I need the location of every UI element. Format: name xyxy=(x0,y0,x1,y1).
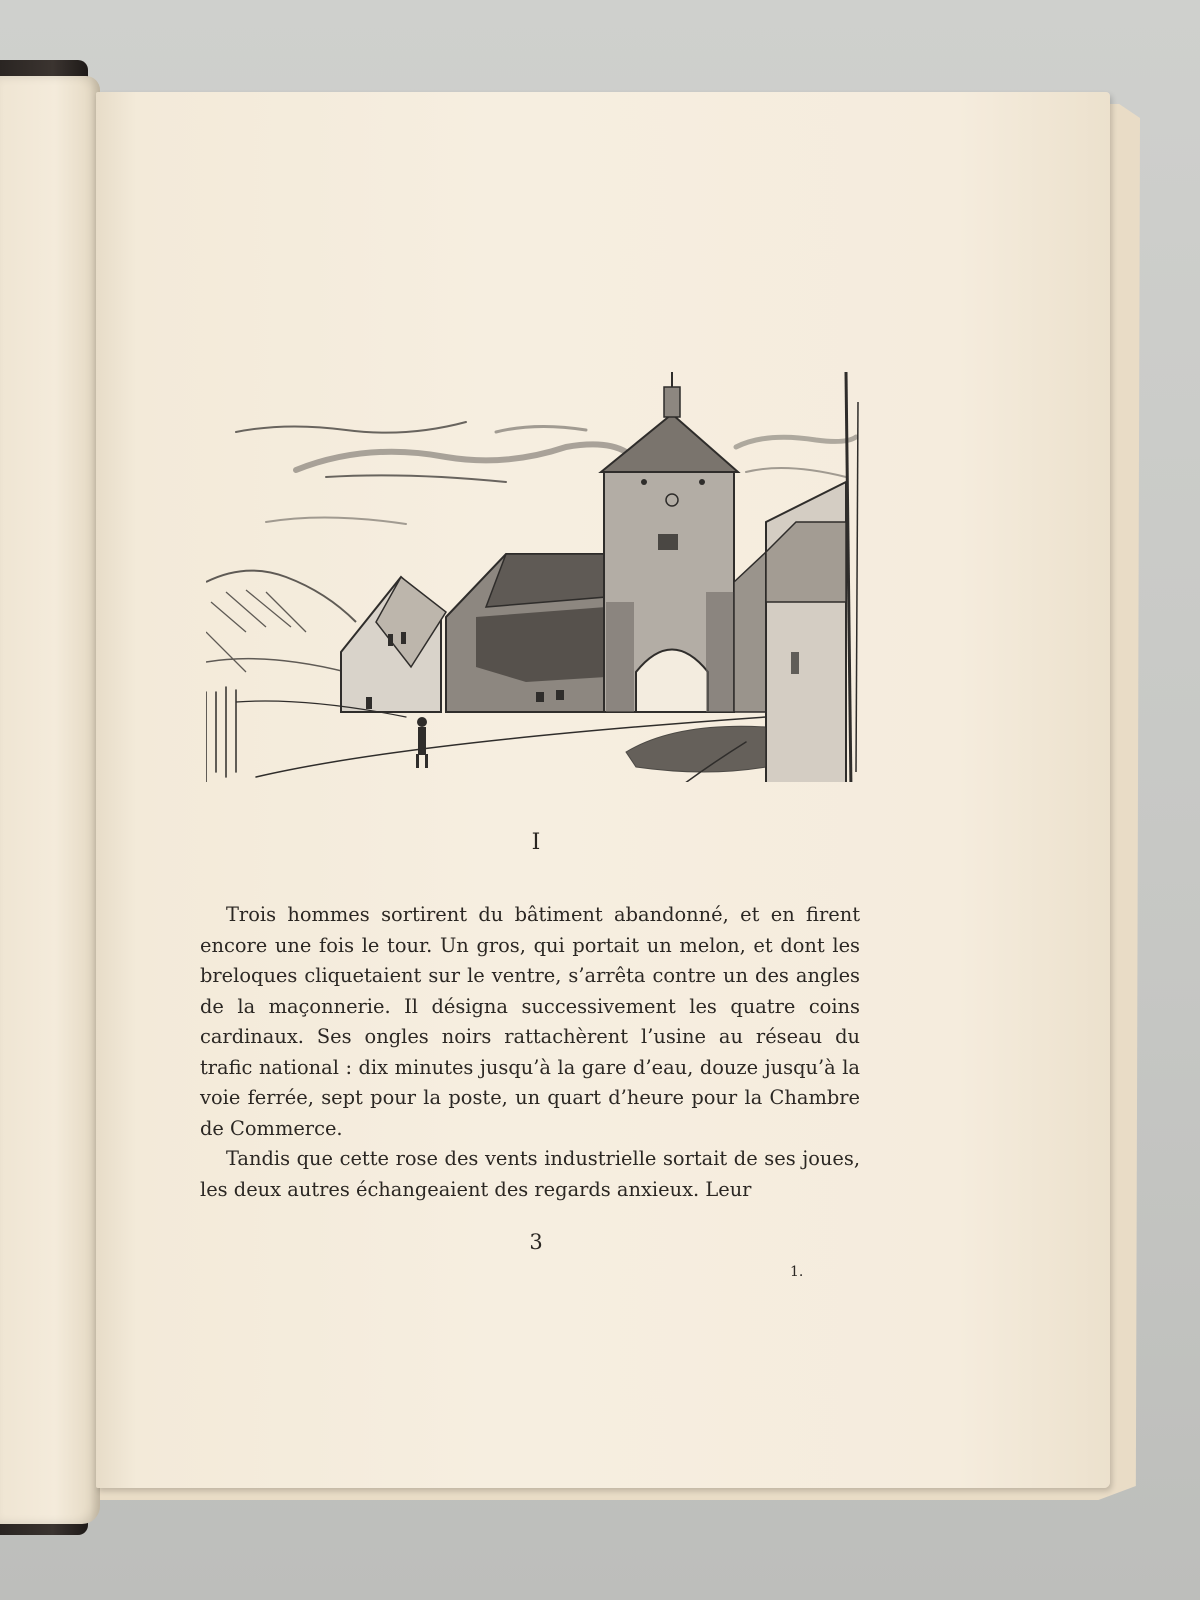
paragraph: Tandis que cette rose des vents industrielle sortait de ses joues, les deux autres échangeaient des regards anxieux. Leur xyxy=(200,1147,860,1201)
town-gate-illustration xyxy=(206,272,866,782)
walking-figure xyxy=(416,717,428,768)
left-house xyxy=(341,577,446,712)
page-number: 3 xyxy=(529,1230,543,1254)
left-page-edge xyxy=(0,76,100,1524)
chapter-number: I xyxy=(531,830,541,855)
hillside xyxy=(206,571,356,672)
right-buildings xyxy=(734,372,858,782)
middle-building xyxy=(446,554,606,712)
sky-clouds xyxy=(236,422,856,524)
paragraph: Trois hommes sortirent du bâtiment abandonné, et en firent encore une fois le tour. Un gros, qui portait un melon, et dont les breloques cliquetaient sur le ventre, s’arrêta contre un des angles de la maçonnerie. Il désigna successivement les quatre coins cardinaux. Ses ongles noirs rattachèrent l’usine au réseau du trafic national : dix minutes jusqu’à la gare d’eau, douze jusqu’à la voie ferrée, sept pour la poste, un quart d’heure pour la Chambre de Commerce. xyxy=(200,903,860,1140)
clock-tower xyxy=(601,372,738,712)
signature-mark: 1. xyxy=(790,1264,804,1280)
body-text xyxy=(200,900,860,1205)
book-page xyxy=(96,92,1110,1488)
